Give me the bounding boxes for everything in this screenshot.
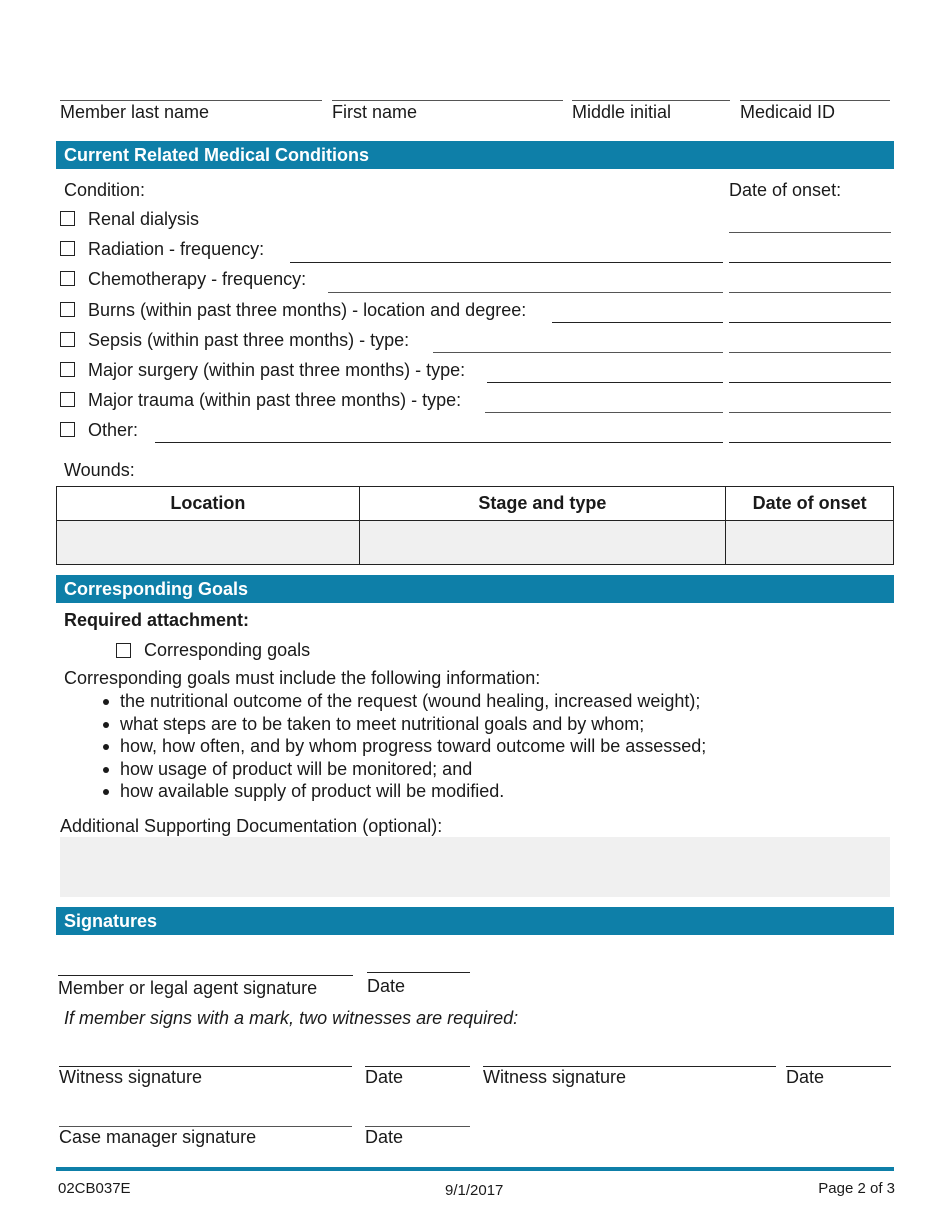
- major-trauma-checkbox[interactable]: [60, 392, 75, 407]
- burns-location-line[interactable]: [552, 322, 723, 323]
- other-date-line[interactable]: [729, 442, 891, 443]
- signatures-section-header: Signatures: [56, 907, 894, 935]
- chemotherapy-frequency-line[interactable]: [328, 292, 723, 293]
- major-surgery-date-line[interactable]: [729, 382, 891, 383]
- revision-date: 9/1/2017: [445, 1182, 504, 1199]
- burns-checkbox[interactable]: [60, 302, 75, 317]
- chemotherapy-date-line[interactable]: [729, 292, 891, 293]
- first-name-label: First name: [332, 102, 418, 122]
- chemotherapy-checkbox[interactable]: [60, 271, 75, 286]
- radiation-date-line[interactable]: [729, 262, 891, 263]
- major-surgery-type-line[interactable]: [487, 382, 723, 383]
- sepsis-type-line[interactable]: [433, 352, 723, 353]
- member-date-line[interactable]: [367, 972, 470, 973]
- wounds-table-header-row: [57, 487, 894, 521]
- conditions-section-header: Current Related Medical Conditions: [56, 141, 894, 169]
- burns-date-line[interactable]: [729, 322, 891, 323]
- other-description-line[interactable]: [155, 442, 723, 443]
- other-checkbox[interactable]: [60, 422, 75, 437]
- list-item: the nutritional outcome of the request (wound healing, increased weight);: [100, 690, 706, 713]
- other-label: Other:: [88, 420, 139, 440]
- additional-docs-field[interactable]: [60, 837, 890, 897]
- witness1-date-label: Date: [365, 1067, 404, 1087]
- sepsis-date-line[interactable]: [729, 352, 891, 353]
- wounds-label: Wounds:: [64, 460, 135, 480]
- case-manager-signature-label: Case manager signature: [59, 1127, 257, 1147]
- last-name-line[interactable]: [60, 100, 322, 101]
- medicaid-id-label: Medicaid ID: [740, 102, 836, 122]
- mark-witness-note: If member signs with a mark, two witnesses are required:: [64, 1008, 519, 1028]
- first-name-line[interactable]: [332, 100, 563, 101]
- required-attachment-label: Required attachment:: [64, 610, 250, 630]
- major-trauma-date-line[interactable]: [729, 412, 891, 413]
- major-surgery-checkbox[interactable]: [60, 362, 75, 377]
- medicaid-id-line[interactable]: [740, 100, 890, 101]
- sepsis-checkbox[interactable]: [60, 332, 75, 347]
- member-date-label: Date: [367, 976, 406, 996]
- goals-intro-text: Corresponding goals must include the following information:: [64, 668, 541, 688]
- wounds-location-cell[interactable]: [57, 521, 360, 565]
- list-item: how usage of product will be monitored; and: [100, 758, 706, 781]
- member-signature-label: Member or legal agent signature: [58, 978, 318, 998]
- table-row: [57, 521, 894, 565]
- wounds-date-cell[interactable]: [726, 521, 894, 565]
- middle-initial-line[interactable]: [572, 100, 730, 101]
- renal-dialysis-date-line[interactable]: [729, 232, 891, 233]
- wounds-date-header: Date of onset: [726, 487, 894, 521]
- list-item: how available supply of product will be modified.: [100, 780, 706, 803]
- additional-docs-label: Additional Supporting Documentation (optional):: [60, 816, 443, 836]
- form-id: 02CB037E: [58, 1180, 131, 1197]
- member-signature-line[interactable]: [58, 975, 353, 976]
- case-manager-date-label: Date: [365, 1127, 404, 1147]
- footer-rule: [56, 1167, 894, 1171]
- middle-initial-label: Middle initial: [572, 102, 672, 122]
- corresponding-goals-checkbox[interactable]: [116, 643, 131, 658]
- major-surgery-label: Major surgery (within past three months) - type:: [88, 360, 466, 380]
- radiation-checkbox[interactable]: [60, 241, 75, 256]
- condition-label: Condition:: [64, 180, 146, 200]
- last-name-label: Member last name: [60, 102, 210, 122]
- sepsis-label: Sepsis (within past three months) - type:: [88, 330, 410, 350]
- radiation-label: Radiation - frequency:: [88, 239, 265, 259]
- corresponding-goals-label: Corresponding goals: [144, 640, 311, 660]
- burns-label: Burns (within past three months) - location and degree:: [88, 300, 527, 320]
- major-trauma-label: Major trauma (within past three months) - type:: [88, 390, 462, 410]
- witness1-signature-label: Witness signature: [59, 1067, 203, 1087]
- chemotherapy-label: Chemotherapy - frequency:: [88, 269, 307, 289]
- goals-section-header: Corresponding Goals: [56, 575, 894, 603]
- wounds-stage-type-header: Stage and type: [359, 487, 726, 521]
- date-of-onset-label: Date of onset:: [729, 180, 842, 200]
- list-item: how, how often, and by whom progress toward outcome will be assessed;: [100, 735, 706, 758]
- wounds-table: [56, 486, 894, 565]
- witness2-signature-label: Witness signature: [483, 1067, 627, 1087]
- wounds-stage-type-cell[interactable]: [359, 521, 726, 565]
- list-item: what steps are to be taken to meet nutritional goals and by whom;: [100, 713, 706, 736]
- radiation-frequency-line[interactable]: [290, 262, 723, 263]
- witness2-date-label: Date: [786, 1067, 825, 1087]
- wounds-location-header: Location: [57, 487, 360, 521]
- major-trauma-type-line[interactable]: [485, 412, 723, 413]
- page-number: Page 2 of 3: [818, 1180, 895, 1197]
- goals-requirements-list: [100, 690, 706, 803]
- renal-dialysis-checkbox[interactable]: [60, 211, 75, 226]
- renal-dialysis-label: Renal dialysis: [88, 209, 200, 229]
